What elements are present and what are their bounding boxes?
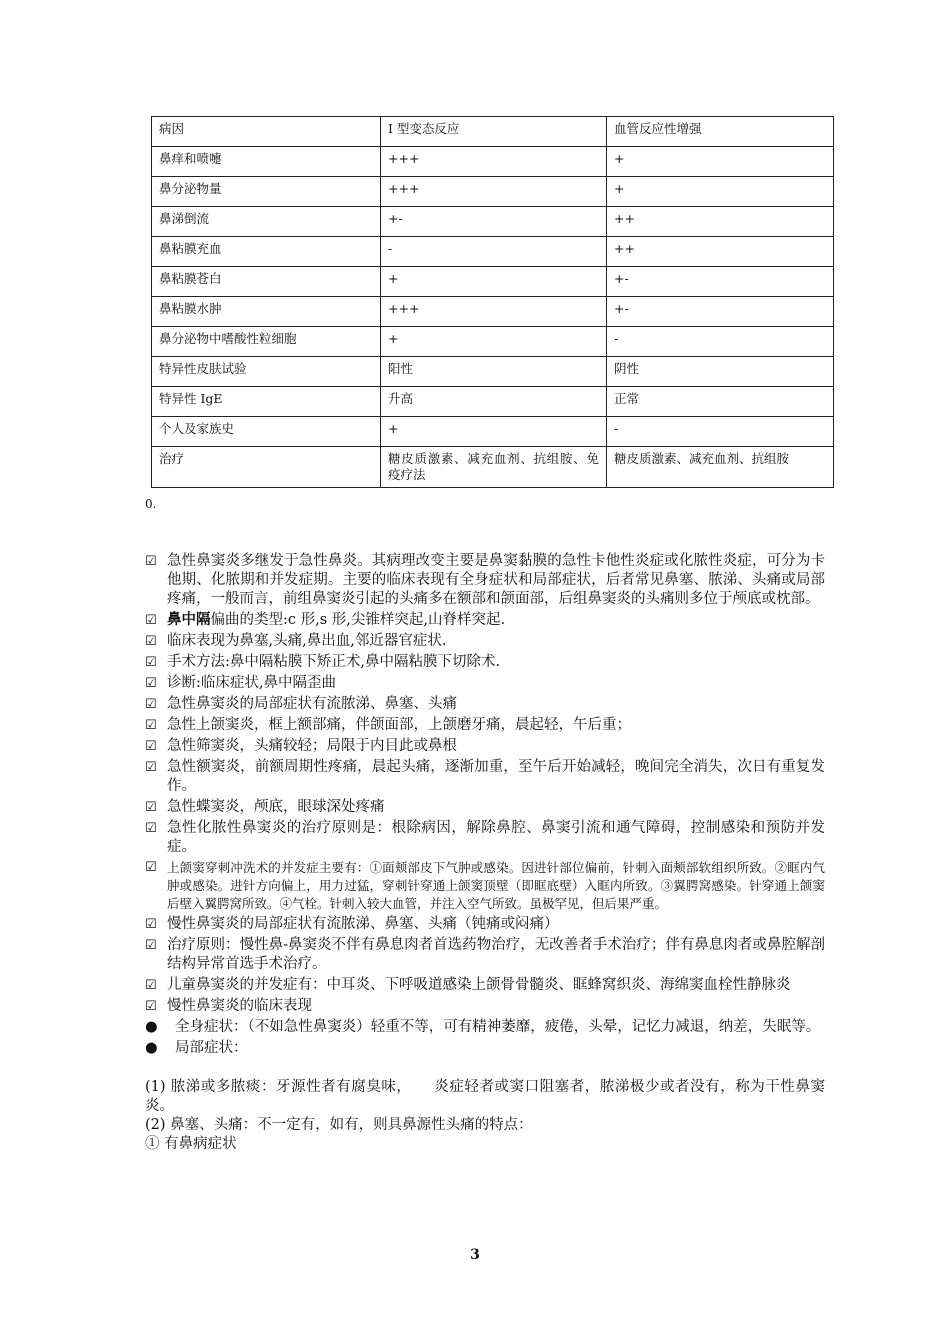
list-item [145,997,825,1016]
checkbox-icon: ☑ [145,917,157,932]
item-text: 偏曲的类型:c 形,s 形,尖锥样突起,山脊样突起. [210,612,506,628]
checkbox-icon: ☑ [145,634,157,649]
table-cell: ++ [607,237,834,267]
table-cell: 鼻涕倒流 [152,207,381,237]
item-text: 急性额窦炎，前额周期性疼痛，晨起头痛，逐渐加重，至午后开始减轻，晚间完全消失，次日有重复发作。 [167,759,825,794]
table-footnote: 0. [145,497,157,511]
table-cell: +- [607,297,834,327]
list-item [145,716,825,735]
item-text: 急性化脓性鼻窦炎的治疗原则是：根除病因，解除鼻腔、鼻窦引流和通气障碍，控制感染和预防并发症。 [167,820,825,855]
table-cell: 治疗 [152,447,381,488]
checkbox-icon: ☑ [145,676,157,691]
table-cell: 鼻粘膜充血 [152,237,381,267]
checkbox-icon: ☑ [145,860,157,875]
item-text: 急性蝶窦炎，颅底，眼球深处疼痛 [167,799,385,815]
table-cell: 特异性皮肤试验 [152,357,381,387]
table-row [152,177,834,207]
page-number: 3 [470,1247,480,1263]
table-cell: 阳性 [381,357,607,387]
paragraph: ① 有鼻病症状 [145,1136,237,1152]
table-row [152,387,834,417]
list-item [145,611,825,630]
bullet-item [145,1018,825,1037]
table-cell: - [381,237,607,267]
table-cell: + [381,267,607,297]
table-row [152,267,834,297]
list-item [145,674,825,693]
item-text: 急性鼻窦炎多继发于急性鼻炎。其病理改变主要是鼻窦黏膜的急性卡他性炎症或化脓性炎症，可分为卡他期、化脓期和并发症期。主要的临床表现有全身症状和局部症状，后者常见鼻塞、脓涕、头痛或局部疼痛，一般而言，前组鼻窦炎引起的头痛多在额部和颌面部，后组鼻窦炎的头痛则多位于颅底或枕部。 [167,553,825,607]
checkbox-icon: ☑ [145,938,157,953]
checkbox-icon: ☑ [145,718,157,733]
table-cell: + [607,177,834,207]
checkbox-icon: ☑ [145,760,157,775]
checkbox-icon: ☑ [145,800,157,815]
checkbox-icon: ☑ [145,821,157,836]
item-text: 临床表现为鼻塞,头痛,鼻出血,邻近器官症状. [167,633,447,649]
table-cell: +++ [381,297,607,327]
table-header-cell: 血管反应性增强 [607,117,834,147]
table-cell: ++ [607,207,834,237]
table-cell: +- [381,207,607,237]
table-cell: +++ [381,147,607,177]
table-row [152,447,834,488]
table-row [152,207,834,237]
bullet-text: 全身症状：（不如急性鼻窦炎）轻重不等，可有精神萎靡，疲倦，头晕，记忆力减退，纳差，失眠等。 [175,1019,821,1035]
item-text: 治疗原则：慢性鼻-鼻窦炎不伴有鼻息肉者首选药物治疗，无改善者手术治疗；伴有鼻息肉者或鼻腔解剖结构异常首选手术治疗。 [167,937,825,972]
table-cell: 糖皮质激素、减充血剂、抗组胺、免疫疗法 [381,447,607,488]
list-item [145,859,825,913]
table-cell: 鼻粘膜水肿 [152,297,381,327]
checkbox-icon: ☑ [145,613,157,628]
table-cell: + [607,147,834,177]
item-text: 上颌窦穿刺冲洗术的并发症主要有：①面颊部皮下气肿或感染。因进针部位偏前，针刺入面颊部软组织所致。②眶内气肿或感染。进针方向偏上，用力过猛，穿刺针穿通上颌窦顶壁（即眶底壁）入眶内所致。③翼腭窝感染。针穿通上颌窦后壁入翼腭窝所致。④气栓。针刺入较大血管，并注入空气所致。虽极罕见，但后果严重。 [167,860,825,911]
list-item [145,737,825,756]
item-bold-prefix: 鼻中隔 [167,612,211,628]
item-text: 急性鼻窦炎的局部症状有流脓涕、鼻塞、头痛 [167,696,457,712]
table-cell: 鼻分泌物中嗜酸性粒细胞 [152,327,381,357]
table-header-row [152,117,834,147]
table-header-cell: 病因 [152,117,381,147]
table-cell: +++ [381,177,607,207]
list-item [145,976,825,995]
notes-body [145,552,825,1154]
paragraph: (1) 脓涕或多脓痰：牙源性者有腐臭味， 炎症轻者或窦口阻塞者，脓涕极少或者没有，称为干性鼻窦炎。 [145,1079,825,1114]
table-row [152,357,834,387]
table-cell: 鼻痒和喷嚏 [152,147,381,177]
table-cell: 个人及家族史 [152,417,381,447]
table-cell: 糖皮质激素、减充血剂、抗组胺 [607,447,834,488]
table-cell: 阴性 [607,357,834,387]
item-text: 慢性鼻窦炎的临床表现 [167,998,312,1014]
bullet-icon: ● [145,1040,158,1056]
comparison-table [151,116,834,488]
checkbox-icon: ☑ [145,655,157,670]
checkbox-icon: ☑ [145,978,157,993]
table-row [152,327,834,357]
paragraph: (2) 鼻塞、头痛：不一定有，如有，则具鼻源性头痛的特点： [145,1117,533,1133]
item-text: 慢性鼻窦炎的局部症状有流脓涕、鼻塞、头痛（钝痛或闷痛） [167,916,559,932]
list-item [145,915,825,934]
table-cell: 鼻粘膜苍白 [152,267,381,297]
item-text: 急性上颌窦炎，框上额部痛，伴颌面部，上颌磨牙痛，晨起轻，午后重； [167,717,631,733]
table-cell: + [381,327,607,357]
table-cell: - [607,327,834,357]
list-item [145,632,825,651]
list-item [145,798,825,817]
table-cell: +- [607,267,834,297]
list-item [145,653,825,672]
table-row [152,417,834,447]
list-item [145,552,825,609]
bullet-icon: ● [145,1019,158,1035]
table-cell: + [381,417,607,447]
table-row [152,297,834,327]
bullet-text: 局部症状： [175,1040,248,1056]
table-cell: 特异性 IgE [152,387,381,417]
item-text: 手术方法:鼻中隔粘膜下矫正术,鼻中隔粘膜下切除术. [167,654,501,670]
table-row [152,147,834,177]
list-item [145,819,825,857]
bullet-item [145,1039,825,1058]
table-cell: 鼻分泌物量 [152,177,381,207]
table-header-cell: I 型变态反应 [381,117,607,147]
table-cell: - [607,417,834,447]
list-item [145,936,825,974]
checkbox-icon: ☑ [145,554,157,569]
table-row [152,237,834,267]
checkbox-icon: ☑ [145,999,157,1014]
comparison-table-body [152,117,834,488]
table-cell: 正常 [607,387,834,417]
table-cell: 升高 [381,387,607,417]
item-text: 诊断:临床症状,鼻中隔歪曲 [167,675,336,691]
item-text: 儿童鼻窦炎的并发症有：中耳炎、下呼吸道感染上颌骨骨髓炎、眶蜂窝织炎、海绵窦血栓性静脉炎 [167,977,791,993]
list-item [145,695,825,714]
spacer [145,1060,825,1078]
list-item [145,758,825,796]
checkbox-icon: ☑ [145,739,157,754]
checkbox-icon: ☑ [145,697,157,712]
item-text: 急性筛窦炎，头痛较轻；局限于内目此或鼻根 [167,738,457,754]
